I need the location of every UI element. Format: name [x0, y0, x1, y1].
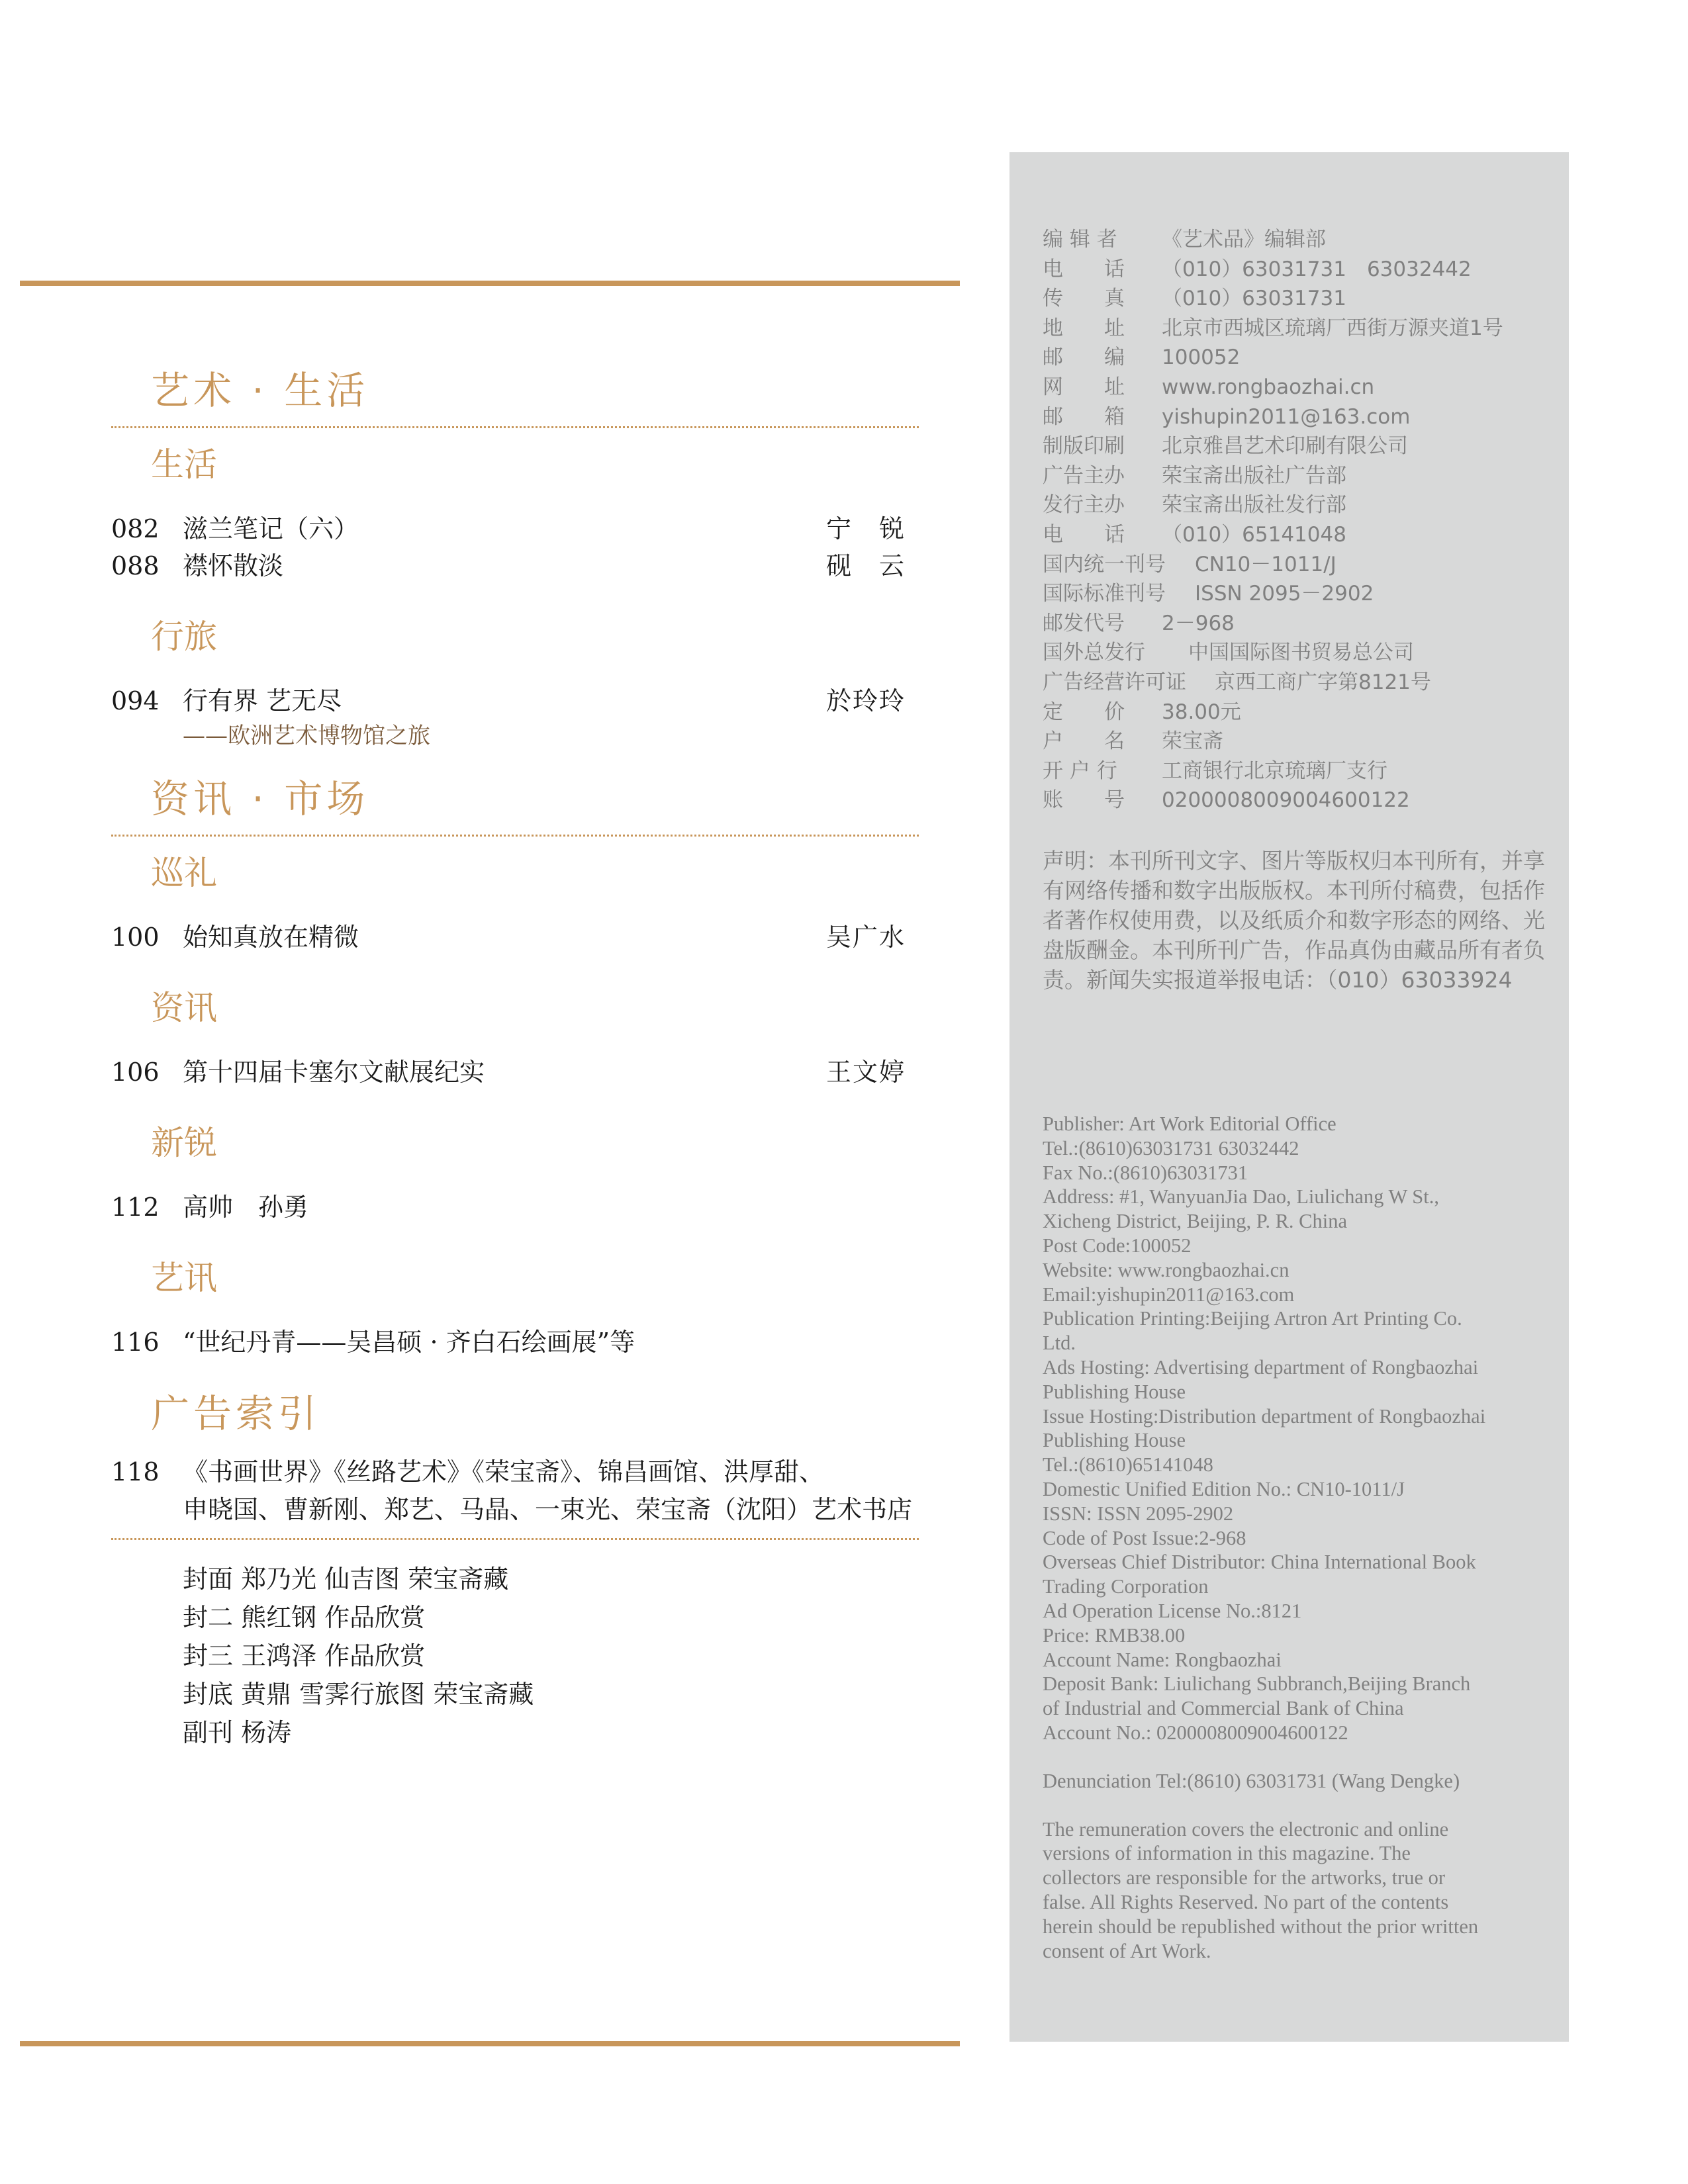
info-value: CN10－1011/J	[1195, 552, 1336, 576]
article-title: 高帅 孙勇	[183, 1193, 309, 1222]
subsection-title: 资讯	[151, 989, 217, 1027]
info-label: 发行主办	[1043, 493, 1125, 518]
page-number: 100	[111, 923, 160, 952]
article-author: 王文婷	[826, 1058, 906, 1087]
info-value: 0200008009004600122	[1162, 788, 1410, 813]
info-line-en: Post Code:100052	[1043, 1234, 1192, 1257]
info-line-en: Website: www.rongbaozhai.cn	[1043, 1258, 1289, 1281]
info-line-en: Code of Post Issue:2-968	[1043, 1526, 1246, 1549]
denunciation-line: Denunciation Tel:(8610) 63031731 (Wang Dengke)	[1043, 1769, 1460, 1792]
info-value: 38.00元	[1162, 700, 1241, 724]
info-value: 荣宝斋	[1162, 729, 1223, 754]
credit-line: 封底 黄鼎 雪霁行旅图 荣宝斋藏	[183, 1680, 534, 1709]
page-number: 088	[111, 551, 160, 580]
article-subtitle: ——欧洲艺术博物馆之旅	[183, 723, 430, 749]
section-title: 资讯 · 市场	[151, 776, 369, 821]
info-line-en: Ads Hosting: Advertising department of Rongbaozhai	[1043, 1355, 1479, 1379]
info-label: 广告经营许可证	[1043, 670, 1186, 694]
info-value: 荣宝斋出版社广告部	[1162, 463, 1346, 488]
credit-line: 封三 王鸿泽 作品欣赏	[183, 1641, 426, 1670]
page-number: 082	[111, 514, 160, 543]
info-row	[1043, 373, 1546, 402]
masthead-panel	[1009, 152, 1569, 2042]
toc-entry[interactable]	[111, 510, 972, 547]
info-label: 网 址	[1043, 375, 1125, 399]
info-value: 工商银行北京琉璃厂支行	[1162, 758, 1387, 783]
info-row	[1043, 402, 1546, 432]
info-line-en: Email:yishupin2011@163.com	[1043, 1283, 1295, 1306]
info-line-en: Price: RMB38.00	[1043, 1623, 1186, 1647]
info-label: 国际标准刊号	[1043, 582, 1166, 606]
info-line-en: Publishing House	[1043, 1380, 1186, 1403]
cover-credits	[183, 1560, 972, 1752]
credit-line: 副刊 杨涛	[183, 1718, 292, 1747]
subsection-title: 艺讯	[151, 1259, 217, 1297]
subsection-title: 新锐	[151, 1124, 217, 1162]
info-line-en: Address: #1, WanyuanJia Dao, Liulichang W St.,	[1043, 1185, 1439, 1208]
info-line-en: Tel.:(8610)65141048	[1043, 1453, 1213, 1477]
info-value: yishupin2011@163.com	[1162, 404, 1411, 429]
info-label: 定 价	[1043, 700, 1125, 724]
bottom-rule	[20, 2041, 960, 2046]
toc-entry[interactable]	[111, 919, 972, 956]
table-of-contents	[111, 318, 972, 1752]
masthead-english	[1043, 1112, 1546, 1963]
info-label: 户 名	[1043, 729, 1125, 754]
info-value: 2－968	[1162, 611, 1235, 635]
info-label: 开 户 行	[1043, 758, 1117, 783]
info-row	[1043, 461, 1546, 491]
info-line-en: of Industrial and Commercial Bank of China	[1043, 1697, 1404, 1720]
toc-entry[interactable]	[111, 1189, 972, 1226]
info-line-en: Domestic Unified Edition No.: CN10-1011/J	[1043, 1477, 1405, 1500]
info-label: 国内统一刊号	[1043, 552, 1166, 576]
info-row	[1043, 638, 1546, 668]
info-label: 电 话	[1043, 522, 1125, 547]
page-number: 106	[111, 1058, 160, 1087]
info-row	[1043, 225, 1546, 255]
rights-line: false. All Rights Reserved. No part of the contents	[1043, 1890, 1449, 1913]
info-value: 京西工商广字第8121号	[1215, 670, 1431, 694]
info-label: 编 辑 者	[1043, 228, 1117, 251]
dotted-divider	[111, 835, 919, 837]
rights-line: The remuneration covers the electronic and online	[1043, 1817, 1449, 1841]
info-line-en: Publication Printing:Beijing Artron Art Printing Co.	[1043, 1307, 1462, 1330]
info-label: 邮 箱	[1043, 404, 1125, 429]
copyright-statement-cn: 声明：本刊所刊文字、图片等版权归本刊所有，并享有网络传播和数字出版版权。本刊所付稿费，包括作者著作权使用费，以及纸质介和数字形态的网络、光盘版酬金。本刊所刊广告，作品真伪由藏品所有者负责。新闻失实报道举报电话：（010）63033924	[1043, 847, 1545, 993]
info-label: 邮 编	[1043, 345, 1125, 370]
info-label: 国外总发行	[1043, 641, 1145, 665]
info-value: www.rongbaozhai.cn	[1162, 375, 1375, 399]
info-row	[1043, 786, 1546, 815]
info-label: 邮发代号	[1043, 611, 1125, 635]
info-line-en: Deposit Bank: Liulichang Subbranch,Beijing Branch	[1043, 1672, 1471, 1696]
info-label: 账 号	[1043, 788, 1125, 813]
info-row	[1043, 727, 1546, 756]
toc-entry[interactable]	[111, 682, 972, 719]
toc-entry[interactable]	[111, 1324, 972, 1361]
ads-list-line: 申晓国、曹新刚、郑艺、马晶、一束光、荣宝斋（沈阳）艺术书店	[183, 1495, 913, 1524]
rights-line: versions of information in this magazine. The	[1043, 1842, 1411, 1865]
info-row	[1043, 255, 1546, 285]
article-author: 吴广水	[826, 923, 906, 952]
article-author: 於玲玲	[826, 686, 906, 715]
info-label: 制版印刷	[1043, 434, 1125, 459]
info-value: 100052	[1162, 345, 1241, 370]
info-label: 地 址	[1043, 316, 1125, 340]
info-row	[1043, 609, 1546, 639]
toc-entry[interactable]	[111, 547, 972, 584]
info-row	[1043, 698, 1546, 727]
info-line-en: Overseas Chief Distributor: China International Book	[1043, 1551, 1476, 1574]
subsection-title: 巡礼	[151, 854, 217, 892]
info-label: 电 话	[1043, 257, 1125, 281]
info-line-en: Ad Operation License No.:8121	[1043, 1599, 1302, 1622]
dotted-divider	[111, 1538, 919, 1540]
ads-list-line: 《书画世界》《丝路艺术》《荣宝斋》、锦昌画馆、洪厚甜、	[183, 1457, 825, 1486]
subsection-title: 行旅	[151, 617, 217, 656]
info-row	[1043, 284, 1546, 314]
rights-line: herein should be republished without the prior written	[1043, 1915, 1479, 1938]
info-row	[1043, 343, 1546, 373]
top-rule	[20, 281, 960, 286]
info-label: 传 真	[1043, 287, 1125, 311]
page-number: 094	[111, 686, 160, 715]
credit-line: 封二 熊红钢 作品欣赏	[183, 1603, 426, 1632]
info-row	[1043, 550, 1546, 580]
ads-index-entry[interactable]	[111, 1453, 972, 1490]
rights-line: collectors are responsible for the artworks, true or	[1043, 1866, 1446, 1889]
ads-index-title: 广告索引	[151, 1391, 321, 1436]
info-value: 中国国际图书贸易总公司	[1188, 641, 1414, 665]
info-line-en: Ltd.	[1043, 1332, 1076, 1355]
article-title: 始知真放在精微	[183, 923, 359, 952]
info-row	[1043, 756, 1546, 786]
info-row	[1043, 668, 1546, 698]
info-value: 荣宝斋出版社发行部	[1162, 493, 1346, 518]
info-value: 《艺术品》编辑部	[1162, 228, 1326, 251]
info-row	[1043, 490, 1546, 520]
info-line-en: Xicheng District, Beijing, P. R. China	[1043, 1210, 1348, 1233]
info-value: 北京雅昌艺术印刷有限公司	[1162, 434, 1408, 459]
subsection-title: 生活	[151, 445, 217, 484]
toc-entry[interactable]	[111, 1054, 972, 1091]
info-line-en: Account Name: Rongbaozhai	[1043, 1648, 1282, 1671]
info-line-en: ISSN: ISSN 2095-2902	[1043, 1502, 1234, 1525]
page-number: 116	[111, 1328, 160, 1357]
info-line-en: Fax No.:(8610)63031731	[1043, 1161, 1248, 1184]
credit-line: 封面 郑乃光 仙吉图 荣宝斋藏	[183, 1565, 509, 1594]
info-value: ISSN 2095－2902	[1195, 582, 1374, 606]
dotted-divider	[111, 426, 919, 428]
info-line-en: Publishing House	[1043, 1429, 1186, 1452]
info-line-en: Issue Hosting:Distribution department of Rongbaozhai	[1043, 1404, 1486, 1428]
masthead-chinese	[1043, 225, 1546, 995]
article-author: 宁 锐	[826, 514, 906, 543]
page-number: 112	[111, 1193, 160, 1222]
article-title: 襟怀散淡	[183, 551, 284, 580]
info-value: （010）65141048	[1162, 522, 1346, 547]
info-row	[1043, 579, 1546, 609]
rights-line: consent of Art Work.	[1043, 1939, 1211, 1962]
article-title: 行有界 艺无尽	[183, 686, 342, 715]
info-line-en: Publisher: Art Work Editorial Office	[1043, 1113, 1336, 1135]
info-row	[1043, 314, 1546, 343]
info-line-en: Tel.:(8610)63031731 63032442	[1043, 1136, 1299, 1160]
info-value: （010）63031731	[1162, 287, 1346, 311]
page-number: 118	[111, 1457, 160, 1486]
info-value: （010）63031731 63032442	[1162, 257, 1472, 281]
info-line-en: Account No.: 0200008009004600122	[1043, 1721, 1348, 1744]
article-author: 砚 云	[826, 551, 906, 580]
article-title: 滋兰笔记（六）	[183, 514, 359, 543]
info-row	[1043, 432, 1546, 461]
section-title: 艺术 · 生活	[151, 368, 369, 413]
article-title: 第十四届卡塞尔文献展纪实	[183, 1058, 485, 1087]
info-value: 北京市西城区琉璃厂西街万源夹道1号	[1162, 316, 1503, 340]
article-title: “世纪丹青——吴昌硕 · 齐白石绘画展”等	[183, 1328, 635, 1357]
info-row	[1043, 520, 1546, 550]
info-label: 广告主办	[1043, 463, 1125, 488]
info-line-en: Trading Corporation	[1043, 1575, 1209, 1598]
